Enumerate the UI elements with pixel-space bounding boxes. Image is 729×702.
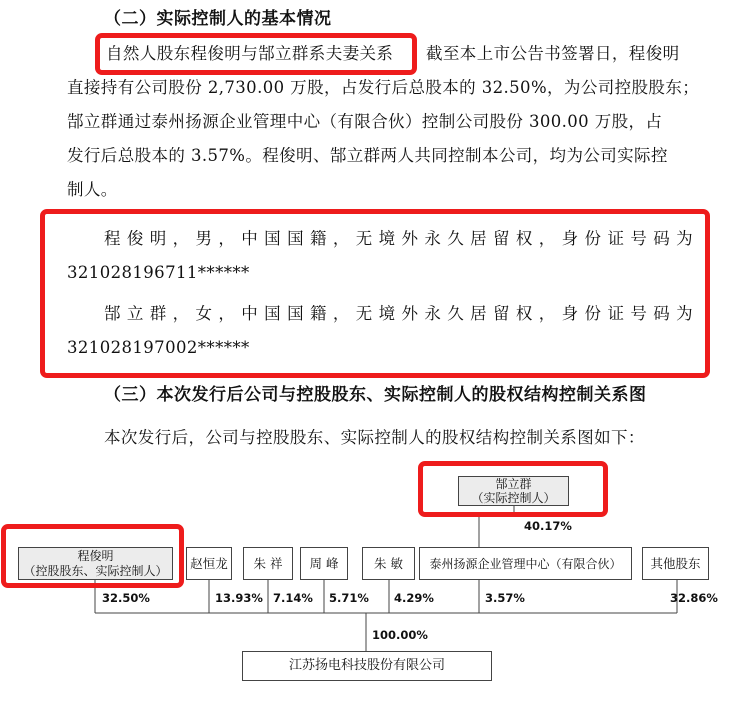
shareholder-5-pct: 4.29% <box>394 591 434 605</box>
company-pct: 100.00% <box>372 628 428 642</box>
shareholder-2-box <box>186 547 232 580</box>
person2-info: 郜立群，女，中国国籍，无境外永久居留权，身份证号码为 <box>104 304 693 323</box>
shareholder-2-name: 赵恒龙 <box>190 555 228 571</box>
shareholder-2-pct: 13.93% <box>215 591 263 605</box>
shareholder-7-pct: 32.86% <box>670 591 718 605</box>
company-name: 江苏扬电科技股份有限公司 <box>288 658 445 673</box>
para-line-4: 发行后总股本的 3.57%。程俊明、郜立群两人共同控制本公司，均为公司实际控 <box>67 146 668 165</box>
shareholder-7-name: 其他股东 <box>650 555 701 571</box>
para-line-5: 制人。 <box>67 180 118 199</box>
highlight-spouse-text: 自然人股东程俊明与郜立群系夫妻关系 <box>106 44 394 63</box>
shareholder-3-name: 朱 祥 <box>253 555 283 571</box>
shareholder-6-pct: 3.57% <box>485 591 525 605</box>
person1-id: 321028196711****** <box>67 263 250 282</box>
shareholder-1-name: 程俊明 <box>77 548 114 563</box>
shareholder-4-pct: 5.71% <box>329 591 369 605</box>
shareholder-5-name: 朱 敏 <box>374 555 403 571</box>
shareholder-3-pct: 7.14% <box>273 591 313 605</box>
section-heading-3: （三）本次发行后公司与控股股东、实际控制人的股权结构控制关系图 <box>104 385 647 405</box>
top-person-role: （实际控制人） <box>471 491 556 505</box>
top-person-box <box>458 476 569 506</box>
shareholder-1-pct: 32.50% <box>102 591 150 605</box>
shareholder-3-box <box>243 547 293 580</box>
para-line-2: 直接持有公司股份 2,730.00 万股，占发行后总股本的 32.50%，为公司控股股东； <box>67 78 700 97</box>
section3-intro: 本次发行后，公司与控股股东、实际控制人的股权结构控制关系图如下： <box>104 428 645 447</box>
shareholder-1-role: （控股股东、实际控制人） <box>23 563 168 578</box>
para-line-3: 郜立群通过泰州扬源企业管理中心（有限合伙）控制公司股份 300.00 万股，占 <box>67 112 663 131</box>
section-heading-2: （二）实际控制人的基本情况 <box>104 9 332 29</box>
shareholder-5-box <box>362 547 415 580</box>
shareholder-6-box <box>419 547 632 580</box>
shareholder-6-name: 泰州扬源企业管理中心（有限合伙） <box>429 556 622 571</box>
shareholder-7-box <box>642 547 709 580</box>
shareholder-1-box <box>18 547 173 580</box>
top-person-pct: 40.17% <box>524 519 572 533</box>
top-person-name: 郜立群 <box>495 477 532 491</box>
shareholder-4-box <box>300 547 348 580</box>
person2-id: 321028197002****** <box>67 338 250 357</box>
person1-info: 程俊明，男，中国国籍，无境外永久居留权，身份证号码为 <box>104 229 693 248</box>
para-line-1: 截至本上市公告书签署日，程俊明 <box>426 44 680 63</box>
shareholder-4-name: 周 峰 <box>309 555 339 571</box>
company-box <box>242 651 492 681</box>
